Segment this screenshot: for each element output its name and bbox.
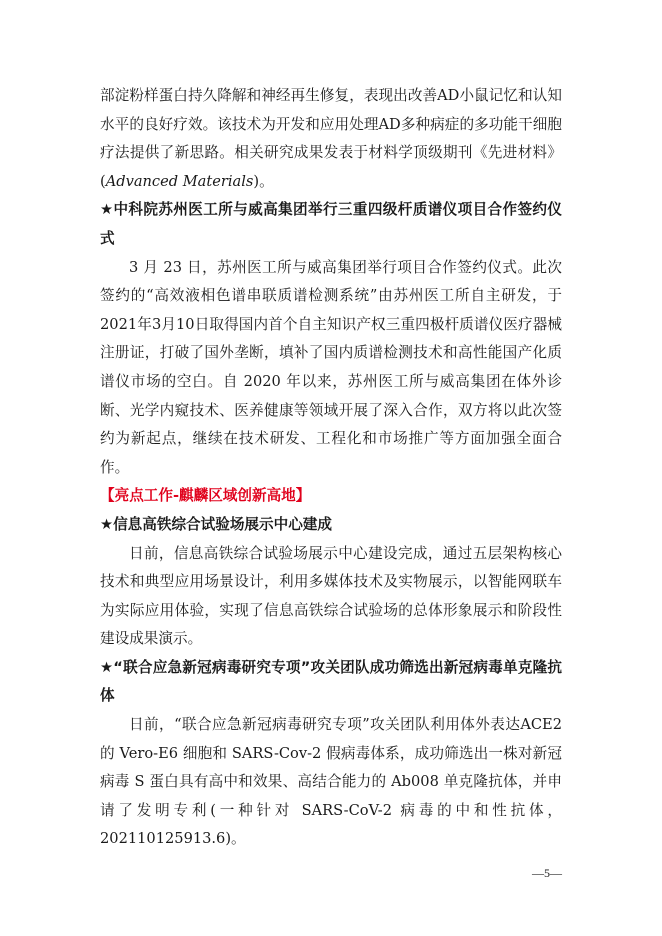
- section-1-body: 3 月 23 日，苏州医工所与威高集团举行项目合作签约仪式。此次签约的“高效液相色谱串联质谱检测系统”由苏州医工所自主研发，于2021年3月10日取得国内首个自主知识产权三重四极杆质谱仪医疗器械注册证，打破了国外垄断，填补了国内质谱检测技术和高性能国产化质谱仪市场的空白。自 2020 年以来，苏州医工所与威高集团在体外诊断、光学内窥技术、医养健康等领域开展了深入合作，双方将以此次签约为新起点，继续在技术研发、工程化和市场推广等方面加强全面合作。: [100, 258, 562, 476]
- journal-name-en: Advanced Materials: [105, 172, 254, 190]
- section-1-heading: ★中科院苏州医工所与威高集团举行三重四级杆质谱仪项目合作签约仪式: [100, 201, 562, 247]
- intro-text-a: 部淀粉样蛋白持久降解和神经再生修复，表现出改善AD小鼠记忆和认知水平的良好疗效。该技术为开发和应用处理AD多种病症的多功能干细胞疗法提供了新思路。相关研究成果发表于材料学顶级期刊《先进材料》(: [100, 87, 562, 190]
- page-number: —5—: [532, 866, 562, 880]
- section-3-body: 日前，“联合应急新冠病毒研究专项”攻关团队利用体外表达ACE2的 Vero-E6 细胞和 SARS-Cov-2 假病毒体系，成功筛选出一株对新冠病毒 S 蛋白具有高中和效果、高结合能力的 Ab008 单克隆抗体，并申请了发明专利(一种针对 SARS-CoV-2 病毒的中和性抗体，202110125913.6)。: [100, 716, 562, 848]
- section-2-body: 日前，信息高铁综合试验场展示中心建设完成，通过五层架构核心技术和典型应用场景设计，利用多媒体技术及实物展示，以智能网联车为实际应用体验，实现了信息高铁综合试验场的总体形象展示和阶段性建设成果演示。: [100, 544, 562, 648]
- section-3-heading: ★“联合应急新冠病毒研究专项”攻关团队成功筛选出新冠病毒单克隆抗体: [100, 658, 562, 705]
- highlight-label: 【亮点工作-麒麟区域创新高地】: [100, 487, 311, 505]
- document-page: [100, 82, 562, 854]
- section-2-heading: ★信息高铁综合试验场展示中心建成: [100, 515, 332, 533]
- intro-text-b: )。: [253, 172, 274, 190]
- intro-paragraph: [100, 82, 562, 196]
